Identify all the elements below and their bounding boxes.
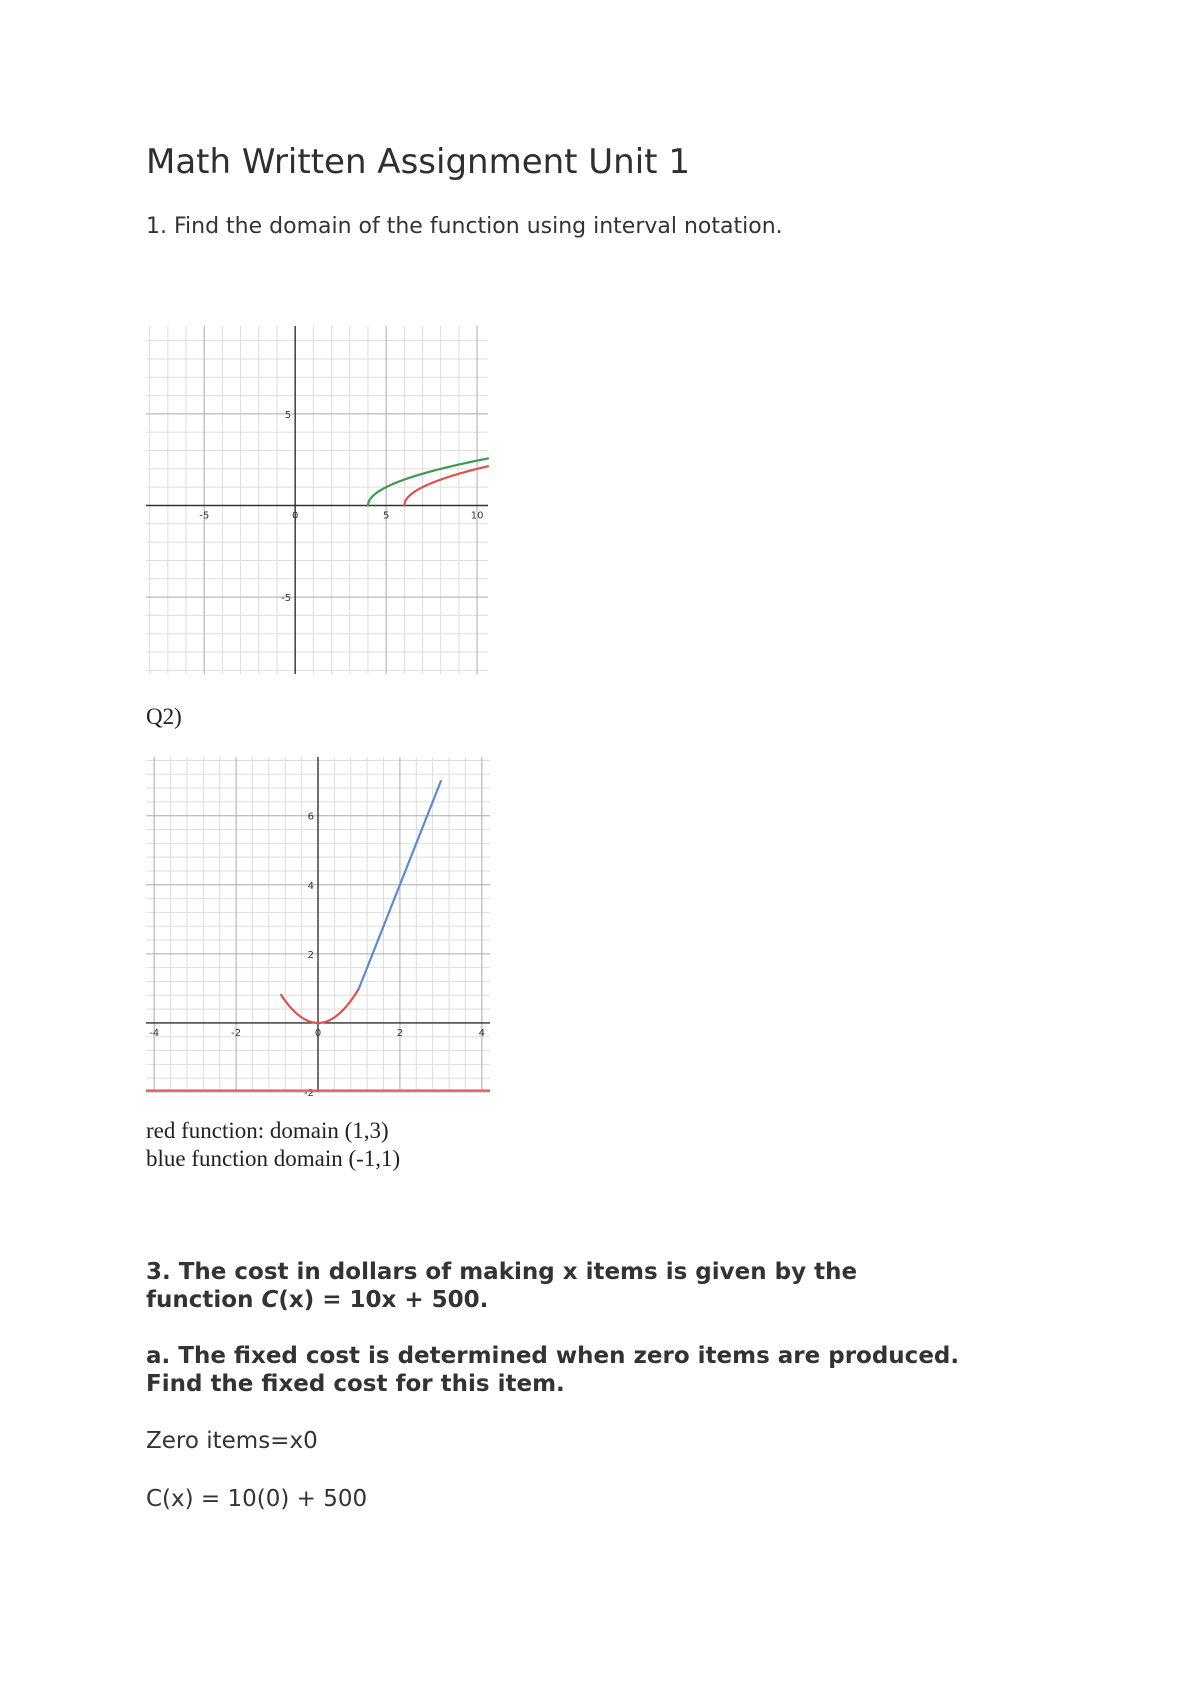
x-tick-label: 0	[291, 510, 299, 522]
question-3a-line-2: Find the fixed cost for this item.	[146, 1371, 565, 1397]
question-2-label: Q2)	[146, 704, 182, 729]
question-3-line-1: 3. The cost in dollars of making x items is given by the	[146, 1259, 858, 1285]
x-tick-label: -5	[199, 510, 210, 522]
blue-function-domain: blue function domain (-1,1)	[146, 1146, 401, 1171]
x-tick-label: 5	[382, 510, 390, 522]
y-tick-label: -5	[281, 593, 292, 605]
x-tick-label: 0	[314, 1027, 322, 1039]
question-3-function-rest: (x) = 10x + 500.	[278, 1287, 489, 1313]
question-3a	[146, 1342, 959, 1398]
work-cost-equation: C(x) = 10(0) + 500	[146, 1486, 368, 1512]
x-tick-label: 2	[396, 1027, 404, 1039]
y-tick-label: 5	[284, 409, 292, 421]
y-tick-label: -2	[304, 1088, 314, 1099]
work-zero-items: Zero items=x0	[146, 1428, 318, 1454]
y-tick-label: 6	[307, 811, 314, 823]
question-3-line-2	[146, 1286, 857, 1314]
y-tick-label: 4	[307, 880, 314, 892]
graph-question-2	[146, 757, 490, 1099]
function-curve-2	[404, 466, 488, 505]
answer-2	[146, 1117, 400, 1173]
x-tick-label: 10	[470, 510, 484, 522]
document-title: Math Written Assignment Unit 1	[146, 142, 690, 182]
question-3-prefix: function	[146, 1287, 262, 1313]
red-function-domain: red function: domain (1,3)	[146, 1118, 389, 1143]
y-tick-label: 2	[307, 949, 314, 961]
x-tick-label: 4	[478, 1027, 485, 1039]
graph-question-1	[146, 326, 488, 674]
function-curve-1	[281, 988, 359, 1023]
graph1-svg	[146, 326, 488, 674]
x-tick-label: -4	[149, 1027, 160, 1039]
question-3-function-name: C	[261, 1287, 279, 1313]
x-tick-label: -2	[231, 1027, 242, 1039]
question-3	[146, 1258, 857, 1314]
graph2-svg	[146, 757, 490, 1099]
question-3a-line-1: a. The fixed cost is determined when zero items are produced.	[146, 1343, 960, 1369]
question-1: 1. Find the domain of the function using interval notation.	[146, 214, 783, 239]
